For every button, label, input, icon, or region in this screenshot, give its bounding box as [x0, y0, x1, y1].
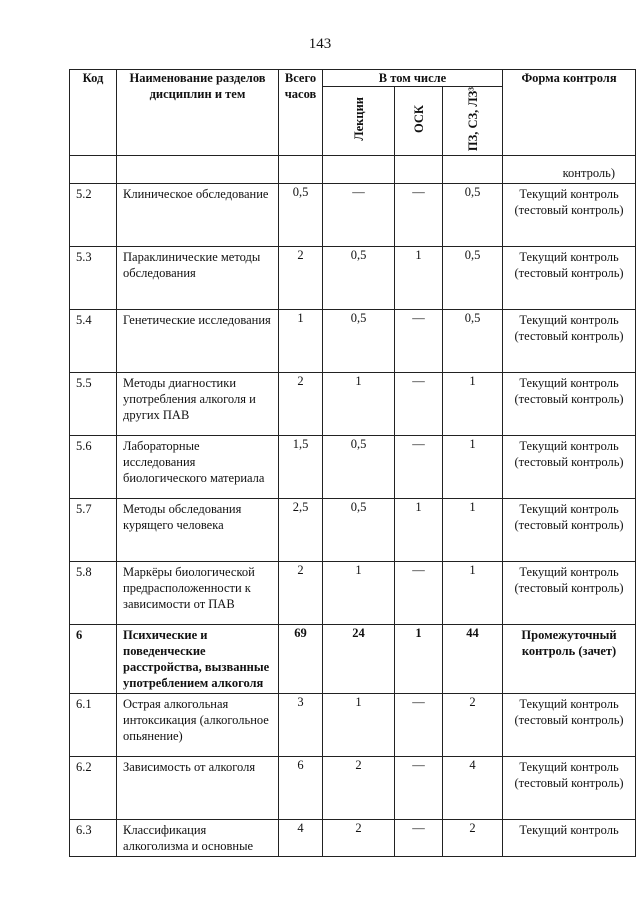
row-name: Зависимость от алкоголя [117, 757, 279, 820]
header-lectures: Лекции [351, 97, 366, 141]
row-code: 5.3 [70, 247, 117, 310]
row-name: Маркёры биологической предрасположенности к зависимости от ПАВ [117, 562, 279, 625]
row-code: 5.8 [70, 562, 117, 625]
row-form: Текущий контроль (тестовый контроль) [503, 562, 636, 625]
row-code: 5.6 [70, 436, 117, 499]
row-form: Текущий контроль (тестовый контроль) [503, 184, 636, 247]
row-pz: 44 [443, 625, 503, 694]
row-osk: 1 [395, 625, 443, 694]
row-pz: 1 [443, 436, 503, 499]
row-osk: — [395, 373, 443, 436]
row-code: 5.2 [70, 184, 117, 247]
row-lectures: — [323, 184, 395, 247]
row-lectures: 0,5 [323, 499, 395, 562]
row-total: 3 [279, 694, 323, 757]
row-total: 2 [279, 373, 323, 436]
table-row [70, 373, 636, 436]
row-form: Текущий контроль (тестовый контроль) [503, 499, 636, 562]
row-total: 69 [279, 625, 323, 694]
table-row [70, 499, 636, 562]
row-code: 6.1 [70, 694, 117, 757]
row-osk: — [395, 757, 443, 820]
header-total: Всего часов [279, 70, 323, 156]
row-code: 6.2 [70, 757, 117, 820]
page-number: 143 [308, 36, 332, 52]
row-form: Текущий контроль (тестовый контроль) [503, 757, 636, 820]
row-total: 1 [279, 310, 323, 373]
header-code: Код [70, 70, 117, 156]
row-total: 4 [279, 820, 323, 857]
row-name: Методы диагностики употребления алкоголя и других ПАВ [117, 373, 279, 436]
row-total: 6 [279, 757, 323, 820]
row-lectures: 2 [323, 820, 395, 857]
row-lectures: 24 [323, 625, 395, 694]
row-total: 2 [279, 562, 323, 625]
row-name: Генетические исследования [117, 310, 279, 373]
row-lectures: 1 [323, 562, 395, 625]
table-row [70, 247, 636, 310]
row-code: 5.7 [70, 499, 117, 562]
table-row [70, 436, 636, 499]
row-osk: — [395, 310, 443, 373]
row-name: Параклинические методы обследования [117, 247, 279, 310]
row-pz: 1 [443, 499, 503, 562]
row-osk: — [395, 694, 443, 757]
row-osk: — [395, 562, 443, 625]
table-row [70, 625, 636, 694]
row-total: 0,5 [279, 184, 323, 247]
row-name: Методы обследования курящего человека [117, 499, 279, 562]
table-row [70, 757, 636, 820]
header-osk: ОСК [411, 105, 426, 134]
table-row [70, 184, 636, 247]
row-osk: — [395, 184, 443, 247]
header-form: Форма контроля [503, 70, 636, 156]
row-name: Психические и поведенческие расстройства, вызванные употреблением алкоголя [117, 625, 279, 694]
row-code: 6.3 [70, 820, 117, 857]
row-osk: — [395, 820, 443, 857]
row-total: 1,5 [279, 436, 323, 499]
row-pz: 0,5 [443, 184, 503, 247]
row-pz: 2 [443, 820, 503, 857]
row-total: 2,5 [279, 499, 323, 562]
row-form: Текущий контроль (тестовый контроль) [503, 247, 636, 310]
row-lectures: 1 [323, 694, 395, 757]
table-row [70, 694, 636, 757]
row-osk: 1 [395, 499, 443, 562]
row-lectures: 0,5 [323, 247, 395, 310]
row-name: Лабораторные исследования биологического материала [117, 436, 279, 499]
row-form: Текущий контроль (тестовый контроль) [503, 373, 636, 436]
row-form: Текущий контроль (тестовый контроль) [503, 310, 636, 373]
table-row [70, 562, 636, 625]
row-form: Текущий контроль [503, 820, 636, 857]
row-osk: — [395, 436, 443, 499]
row-form: Промежуточный контроль (зачет) [503, 625, 636, 694]
row-code: 5.5 [70, 373, 117, 436]
row-pz: 0,5 [443, 310, 503, 373]
continuation-row [70, 156, 636, 184]
table-row [70, 820, 636, 857]
row-pz: 1 [443, 373, 503, 436]
row-osk: 1 [395, 247, 443, 310]
row-name: Классификация алкоголизма и основные [117, 820, 279, 857]
row-total: 2 [279, 247, 323, 310]
row-form: Текущий контроль (тестовый контроль) [503, 436, 636, 499]
row-lectures: 2 [323, 757, 395, 820]
header-name: Наименование разделов дисциплин и тем [117, 70, 279, 156]
row-code: 6 [70, 625, 117, 694]
row-pz: 4 [443, 757, 503, 820]
row-name: Острая алкогольная интоксикация (алкогольное опьянение) [117, 694, 279, 757]
row-lectures: 0,5 [323, 436, 395, 499]
continuation-form: контроль) [503, 156, 636, 184]
row-name: Клиническое обследование [117, 184, 279, 247]
header-pz: ПЗ, СЗ, ЛЗ³ [465, 87, 480, 152]
row-pz: 2 [443, 694, 503, 757]
row-pz: 1 [443, 562, 503, 625]
row-form: Текущий контроль (тестовый контроль) [503, 694, 636, 757]
row-code: 5.4 [70, 310, 117, 373]
table-row [70, 310, 636, 373]
row-pz: 0,5 [443, 247, 503, 310]
header-including: В том числе [323, 70, 503, 87]
row-lectures: 1 [323, 373, 395, 436]
row-lectures: 0,5 [323, 310, 395, 373]
curriculum-table [69, 69, 636, 857]
